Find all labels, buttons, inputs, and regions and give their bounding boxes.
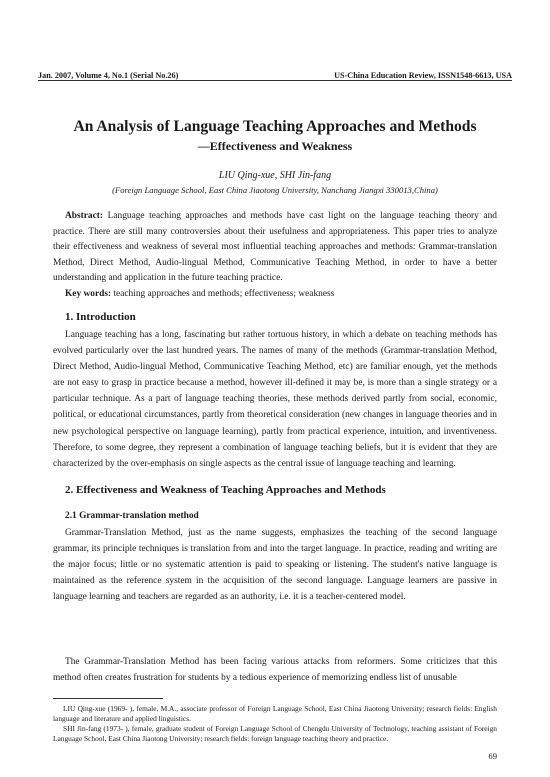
subsection-heading-grammar-translation: 2.1 Grammar-translation method [65, 511, 199, 521]
running-header [38, 66, 512, 80]
paper-title: An Analysis of Language Teaching Approaches and Methods [73, 118, 477, 135]
page-number: 69 [488, 751, 497, 761]
grammar-translation-criticism-paragraph: The Grammar-Translation Method has been facing various attacks from reformers. Some criticizes that this method often creates frustration for students by a tedious experience of memorizing endless list of unusable [53, 657, 497, 684]
abstract-text: Language teaching approaches and methods have cast light on the language teaching theory and practice. There are still many controversies about their usefulness and appropriateness. This paper tries to analyze their effectiveness and weakness of several most influential teaching approaches and methods: Grammar-translation Method, Direct Method, Audio-lingual Method, Communicative Teaching Method, in order to have a better understanding and application in the future teaching practice. [53, 211, 497, 284]
abstract-label: Abstract: [65, 211, 104, 221]
keywords-label: Key words: [65, 289, 112, 299]
header-rule [38, 80, 512, 81]
journal-issue-info: Jan. 2007, Volume 4, No.1 (Serial No.26) [38, 71, 179, 80]
footnote-rule [53, 698, 163, 699]
keywords-text: teaching approaches and methods; effectiveness; weakness [113, 289, 335, 299]
footnote-author-2: SHI Jin-fang (1973- ), female, graduate student of Foreign Language School of Chengdu University of Technology, teaching assistant of Foreign Language School, East China Jiaotong University; research fields: foreign language teaching theory and practice. [53, 724, 497, 744]
section-heading-introduction: 1. Introduction [65, 311, 136, 323]
journal-name-info: US-China Education Review, ISSN1548-6613, USA [334, 71, 512, 80]
paper-subtitle: —Effectiveness and Weakness [197, 139, 353, 153]
author-affiliation: (Foreign Language School, East China Jiaotong University, Nanchang Jiangxi 330013,China) [112, 185, 438, 195]
grammar-translation-paragraph: Grammar-Translation Method, just as the name suggests, emphasizes the teaching of the second language grammar, its principle techniques is translation from and into the target language. In practice, reading and writing are the major focus; little or no systematic attention is paid to speaking or listening. The student's native language is maintained as the reference system in the acquisition of the second language. Language learners are passive in language learning and teachers are regarded as an authority, i.e. it is a teacher-centered model. [53, 528, 497, 603]
section-heading-effectiveness: 2. Effectiveness and Weakness of Teaching Approaches and Methods [65, 484, 386, 496]
abstract [53, 209, 497, 287]
keywords [65, 287, 497, 301]
author-names: LIU Qing-xue, SHI Jin-fang [218, 170, 332, 181]
introduction-paragraph: Language teaching has a long, fascinating but rather tortuous history, in which a debate on teaching methods has evolved particularly over the last hundred years. The names of many of the methods (Grammar-translation Method, Direct Method, Audio-lingual Method, Communicative Teaching Method, etc) are familiar enough, yet the methods are not easy to grasp in practice because a method, however ill-defined it may be, is more than a single strategy or a particular technique. As a part of language teaching theories, these methods derived partly from social, economic, political, or educational circumstances, partly from theoretical consideration (new changes in language theories and in new psychological perspective on language learning), partly from practical experience, intuition, and inventiveness. Therefore, to some degree, they represent a combination of language teaching beliefs, but it is evident that they are characterized by the over-emphasis on single aspects as the central issue of language teaching and learning. [53, 330, 497, 469]
footnote-author-1: LIU Qing-xue (1969- ), female, M.A., associate professor of Foreign Language School, East China Jiaotong University; research fields: English language and literature and applied linguistics. [53, 704, 497, 724]
